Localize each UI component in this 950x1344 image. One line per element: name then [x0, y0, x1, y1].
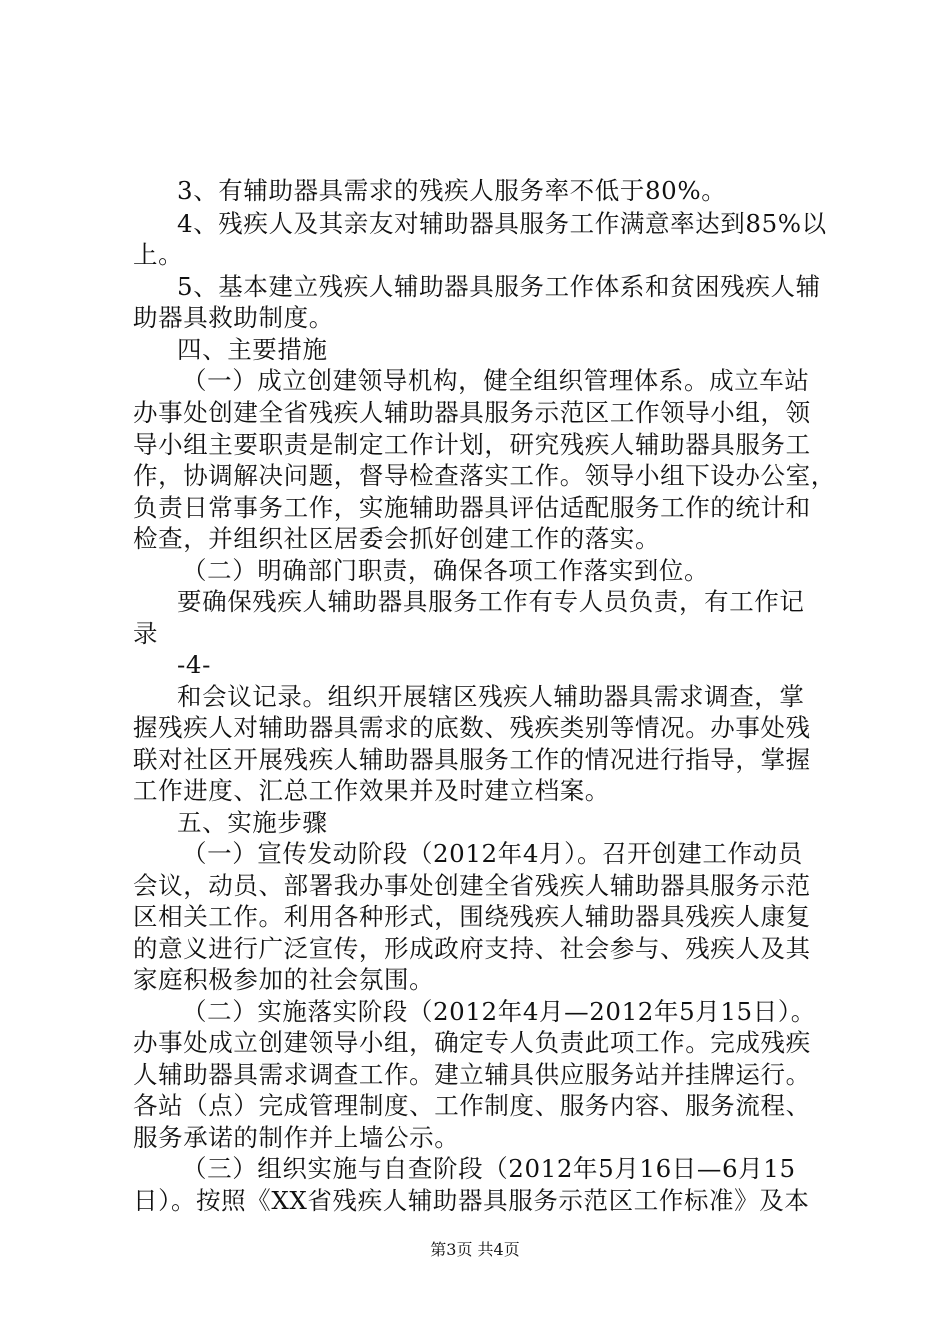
page-footer: 第3页 共4页 — [430, 1240, 520, 1259]
page-number-marker: -4- — [177, 650, 211, 679]
paragraph-line: 的意义进行广泛宣传，形成政府支持、社会参与、残疾人及其 — [133, 934, 811, 963]
section-heading: 四、主要措施 — [177, 335, 328, 364]
section-heading: 五、实施步骤 — [177, 808, 328, 837]
paragraph-line: 5、基本建立残疾人辅助器具服务工作体系和贫困残疾人辅 — [177, 272, 821, 301]
paragraph-line: 各站（点）完成管理制度、工作制度、服务内容、服务流程、 — [133, 1091, 811, 1120]
paragraph-line: 录 — [133, 619, 159, 648]
paragraph-line: 日）。按照《XX省残疾人辅助器具服务示范区工作标准》及本 — [133, 1186, 810, 1215]
paragraph-line: 要确保残疾人辅助器具服务工作有专人员负责，有工作记 — [177, 587, 805, 616]
paragraph-line: 办事处创建全省残疾人辅助器具服务示范区工作领导小组，领 — [133, 398, 811, 427]
paragraph-line: 人辅助器具需求调查工作。建立辅具供应服务站并挂牌运行。 — [133, 1060, 811, 1089]
paragraph-line: 握残疾人对辅助器具需求的底数、残疾类别等情况。办事处残 — [133, 713, 811, 742]
paragraph-line: 工作进度、汇总工作效果并及时建立档案。 — [133, 776, 610, 805]
paragraph-line: 上。 — [133, 240, 184, 269]
paragraph-line: 联对社区开展残疾人辅助器具服务工作的情况进行指导，掌握 — [133, 745, 811, 774]
paragraph-line: 服务承诺的制作并上墙公示。 — [133, 1123, 460, 1152]
paragraph-line: 和会议记录。组织开展辖区残疾人辅助器具需求调查，掌 — [177, 682, 805, 711]
paragraph-line: （一）宣传发动阶段（2012年4月）。召开创建工作动员 — [182, 839, 803, 868]
paragraph-line: 3、有辅助器具需求的残疾人服务率不低于80%。 — [177, 176, 727, 205]
paragraph-line: （二）明确部门职责，确保各项工作落实到位。 — [182, 556, 710, 585]
paragraph-line: 会议，动员、部署我办事处创建全省残疾人辅助器具服务示范 — [133, 871, 811, 900]
paragraph-line: 办事处成立创建领导小组，确定专人负责此项工作。完成残疾 — [133, 1028, 811, 1057]
paragraph-line: （一）成立创建领导机构，健全组织管理体系。成立车站 — [182, 366, 810, 395]
paragraph-line: （二）实施落实阶段（2012年4月—2012年5月15日）。 — [182, 997, 816, 1026]
paragraph-line: 检查，并组织社区居委会抓好创建工作的落实。 — [133, 524, 661, 553]
paragraph-line: 作，协调解决问题，督导检查落实工作。领导小组下设办公室， — [133, 461, 836, 490]
paragraph-line: 负责日常事务工作，实施辅助器具评估适配服务工作的统计和 — [133, 493, 811, 522]
paragraph-line: 区相关工作。利用各种形式，围绕残疾人辅助器具残疾人康复 — [133, 902, 811, 931]
paragraph-line: 助器具救助制度。 — [133, 303, 334, 332]
paragraph-line: （三）组织实施与自查阶段（2012年5月16日—6月15 — [182, 1154, 796, 1183]
paragraph-line: 4、残疾人及其亲友对辅助器具服务工作满意率达到85%以 — [177, 209, 827, 238]
paragraph-line: 导小组主要职责是制定工作计划，研究残疾人辅助器具服务工 — [133, 430, 811, 459]
paragraph-line: 家庭积极参加的社会氛围。 — [133, 965, 435, 994]
